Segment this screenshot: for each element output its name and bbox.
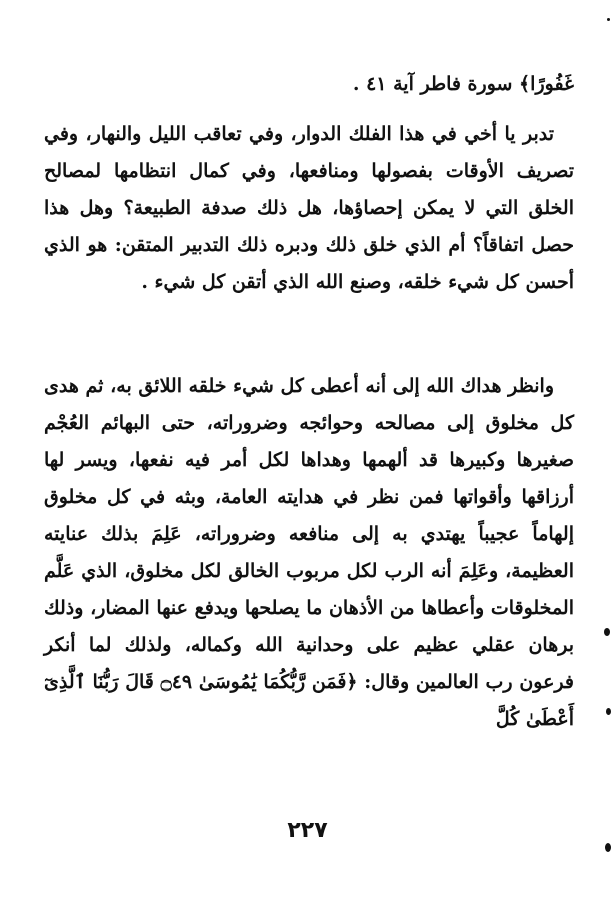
- verse-reference-line: غَفُورًا﴾ سورة فاطر آية ٤١ .: [352, 73, 574, 95]
- scan-speck: [605, 843, 611, 852]
- scan-speck: [606, 708, 611, 715]
- page-number: ٢٢٧: [287, 818, 328, 843]
- scan-speck: [604, 628, 610, 636]
- paragraph-2: وانظر هداك الله إلى أنه أعطى كل شيء خلقه اللائق به، ثم هدى كل مخلوق إلى مصالحه وحوائجه وضروراته، حتى البهائم العُجْم صغيرها وكبيرها قد ألهمها وهداها لكل أمر فيه نفعها، ويسر لها أرزاقها وأقواتها فمن نظر في هدايته العامة، وبثه في كل مخلوق إلهاماً عجيباً يهتدي به إلى منافعه وضروراته، عَلِمَ بذلك عنايته العظيمة، وعَلِمَ أنه الرب لكل مربوب الخالق لكل مخلوق، الذي عَلَّم المخلوقات وأعطاها من الأذهان ما يصلحها ويدفع عنها المضار، وذلك برهان عقلي عظيم على وحدانية الله وكماله، ولذلك لما أنكر فرعون رب العالمين وقال: ﴿فَمَن رَّبُّكُمَا يَٰمُوسَىٰ ۝٤٩ قَالَ رَبُّنَا ٱلَّذِىٓ أَعْطَىٰ كُلَّ: [44, 375, 574, 730]
- paragraph-1: تدبر يا أخي في هذا الفلك الدوار، وفي تعاقب الليل والنهار، وفي تصريف الأوقات بفصولها ومنافعها، وفي كمال انتظامها لمصالح الخلق التي لا يمكن إحصاؤها، هل ذلك صدفة الطبيعة؟ وهل هذا حصل اتفاقاً؟ أم الذي خلق ذلك ودبره ذلك التدبير المتقن: هو الذي أحسن كل شيء خلقه، وصنع الله الذي أتقن كل شيء .: [44, 123, 574, 293]
- scan-speck: [607, 18, 610, 21]
